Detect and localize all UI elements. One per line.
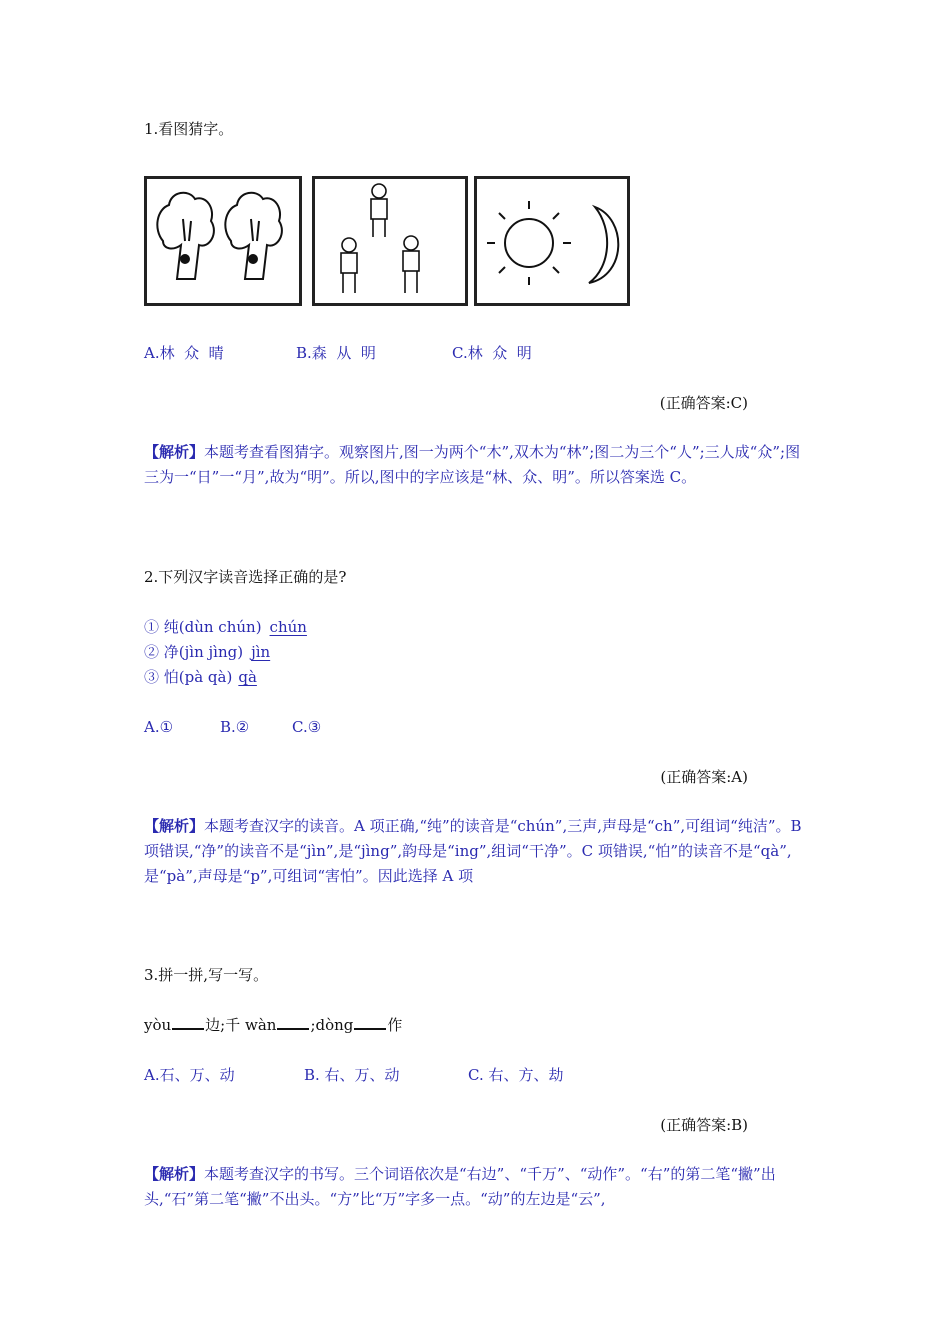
q2-answer: (正确答案:A) xyxy=(660,768,748,786)
q3-option-a[interactable]: A.石、万、动 xyxy=(144,1066,235,1084)
q3-blank-3[interactable] xyxy=(354,1014,386,1030)
q2-item-2-text: ② 净(jìn jìng) xyxy=(144,643,244,661)
q1-image-people xyxy=(312,176,468,306)
q3-option-c[interactable]: C. 右、方、劫 xyxy=(468,1066,564,1084)
q1-analysis-text: 本题考查看图猜字。观察图片,图一为两个“木”,双木为“林”;图二为三个“人”;三人成“众”;图三为一“日”一“月”,故为“明”。所以,图中的字应该是“林、众、明”。所以答案选 C。 xyxy=(144,443,801,486)
q2-item-3-text: ③ 怕(pà qà) xyxy=(144,668,233,686)
q2-option-a[interactable]: A.① xyxy=(144,718,174,736)
q3-options xyxy=(144,1064,563,1086)
q1-option-b[interactable]: B.森 从 明 xyxy=(296,344,376,362)
q3-blank-1[interactable] xyxy=(172,1014,204,1030)
q3-pinyin-2: 边;千 wàn xyxy=(205,1016,277,1034)
q3-analysis-text: 本题考查汉字的书写。三个词语依次是“右边”、“千万”、“动作”。“右”的第二笔“撇”出头,“石”第二笔“撇”不出头。“方”比“万”字多一点。“动”的左边是“云”, xyxy=(144,1165,776,1208)
q3-blank-2[interactable] xyxy=(277,1014,309,1030)
q2-item-3 xyxy=(144,666,263,688)
q3-pinyin-3: ;dòng xyxy=(310,1016,354,1034)
q3-title: 3.拼一拼,写一写。 xyxy=(144,966,269,984)
q2-analysis-tag: 【解析】 xyxy=(144,817,205,835)
q2-options xyxy=(144,716,321,738)
q3-option-b[interactable]: B. 右、万、动 xyxy=(304,1066,400,1084)
q3-fill-line xyxy=(144,1014,402,1036)
q1-option-c[interactable]: C.林 众 明 xyxy=(452,344,532,362)
q3-analysis-tag: 【解析】 xyxy=(144,1165,205,1183)
q2-analysis-text: 本题考查汉字的读音。A 项正确,“纯”的读音是“chún”,三声,声母是“ch”,可组词“纯洁”。B 项错误,“净”的读音不是“jìn”,是“jìng”,韵母是“ing”,组词“干净”。C 项错误,“怕”的读音不是“qà”,是“pà”,声母是“p”,可组词“害怕”。因此选择 A 项 xyxy=(144,817,802,885)
q3-pinyin-1: yòu xyxy=(144,1016,172,1034)
q1-answer: (正确答案:C) xyxy=(659,394,748,412)
q1-option-a[interactable]: A.林 众 晴 xyxy=(144,344,224,362)
q1-title: 1.看图猜字。 xyxy=(144,120,234,138)
q2-option-c[interactable]: C.③ xyxy=(292,718,322,736)
q2-item-1-answer: chún xyxy=(269,618,307,636)
q3-analysis xyxy=(144,1162,814,1212)
q3-pinyin-4: 作 xyxy=(387,1016,403,1034)
q1-image-trees xyxy=(144,176,302,306)
q1-analysis-tag: 【解析】 xyxy=(144,443,205,461)
q3-answer: (正确答案:B) xyxy=(660,1116,748,1134)
q2-item-2-answer: jìn xyxy=(251,643,271,661)
q2-item-3-answer: qà xyxy=(238,668,257,686)
q2-item-1 xyxy=(144,616,315,638)
q2-item-2 xyxy=(144,641,278,663)
q2-option-b[interactable]: B.② xyxy=(220,718,250,736)
q2-item-1-text: ① 纯(dùn chún) xyxy=(144,618,262,636)
q1-image-sun-moon xyxy=(474,176,630,306)
q2-analysis xyxy=(144,814,814,889)
q1-analysis xyxy=(144,440,814,490)
q2-title: 2.下列汉字读音选择正确的是? xyxy=(144,568,347,586)
q1-options xyxy=(144,342,532,364)
